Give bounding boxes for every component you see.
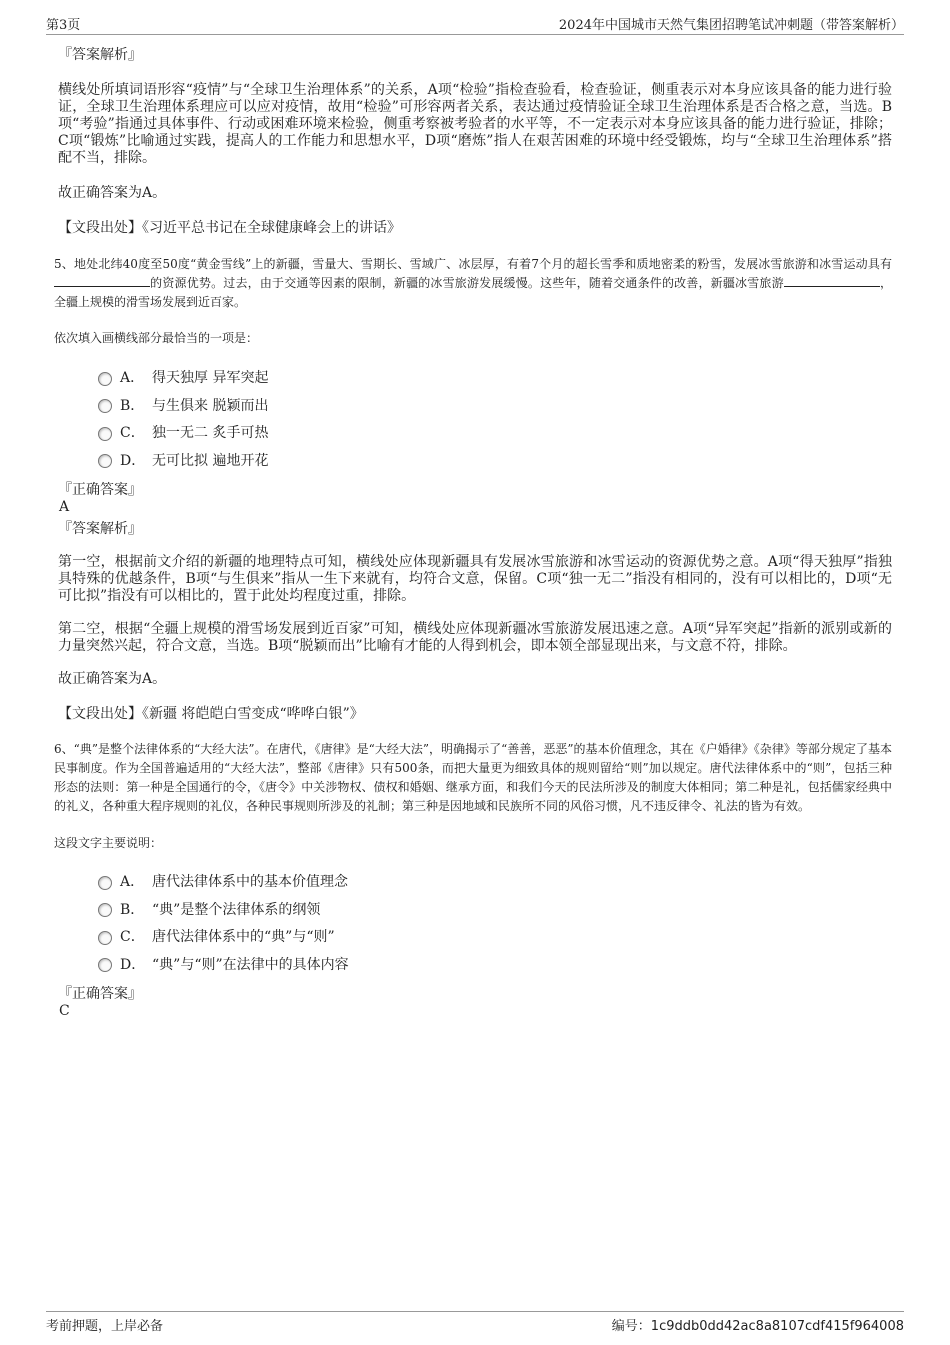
analysis-label: 『答案解析』 (58, 521, 142, 537)
q6-option-c[interactable]: C． 唐代法律体系中的“典”与“则” (98, 924, 892, 952)
radio-button-icon[interactable] (98, 903, 112, 917)
radio-button-icon[interactable] (98, 454, 112, 468)
q4-source (58, 220, 892, 237)
radio-button-icon[interactable] (98, 427, 112, 441)
source-label: 【文段出处】 (58, 220, 142, 236)
q6-options (98, 869, 892, 979)
q6-option-d[interactable]: D． “典”与“则”在法律中的具体内容 (98, 952, 892, 980)
source-text: 《新疆 将皑皑白雪变成“哗哗白银”》 (142, 706, 364, 722)
q5-option-d[interactable]: D． 无可比拟 遍地开花 (98, 448, 892, 476)
radio-button-icon[interactable] (98, 931, 112, 945)
page-footer (46, 1311, 904, 1335)
source-text: 《习近平总书记在全球健康峰会上的讲话》 (142, 220, 401, 236)
radio-button-icon[interactable] (98, 876, 112, 890)
radio-button-icon[interactable] (98, 372, 112, 386)
q5-analysis-1: 第一空，根据前文介绍的新疆的地理特点可知，横线处应体现新疆具有发展冰雪旅游和冰雪运动的资源优势之意。A项“得天独厚”指独具特殊的优越条件，B项“与生俱来”指从一生下来就有，均符合文意，保留。C项“独一无二”指没有相同的，没有可以相比的，D项“无可比拟”指没有可以相比的，置于此处均程度过重，排除。 (58, 554, 892, 604)
correct-label: 『正确答案』 (58, 482, 142, 498)
q5-answer: A (59, 499, 70, 515)
q6-answer: C (59, 1003, 70, 1019)
q5-option-a[interactable]: A． 得天独厚 异军突起 (98, 365, 892, 393)
footer-slogan: 考前押题，上岸必备 (46, 1319, 164, 1334)
fill-blank (54, 274, 150, 287)
q5-option-c[interactable]: C． 独一无二 炙手可热 (98, 420, 892, 448)
correct-label: 『正确答案』 (58, 986, 142, 1002)
fill-blank (784, 274, 880, 287)
q5-text: 5、地处北纬40度至50度“黄金雪线”上的新疆，雪量大、雪期长、雪域广、冰层厚，有着7个月的超长雪季和质地密柔的粉雪，发展冰雪旅游和冰雪运动具有的资源优势。过去，由于交通等因素的限制，新疆的冰雪旅游发展缓慢。这些年，随着交通条件的改善，新疆冰雪旅游 ，全疆上规模的滑雪场发展到近百家。 (54, 257, 892, 309)
q5-option-b[interactable]: B． 与生俱来 脱颖而出 (98, 393, 892, 421)
q5-analysis-2: 第二空，根据“全疆上规模的滑雪场发展到近百家”可知，横线处应体现新疆冰雪旅游发展迅速之意。A项“异军突起”指新的派别或新的力量突然兴起，符合文意，当选。B项“脱颖而出”比喻有才能的人得到机会，即本领全部显现出来，与文意不符，排除。 (58, 621, 892, 654)
document-title: 2024年中国城市天然气集团招聘笔试冲刺题（带答案解析） (558, 18, 904, 33)
q6-option-a[interactable]: A． 唐代法律体系中的基本价值理念 (98, 869, 892, 897)
q5-options (98, 365, 892, 475)
q4-analysis: 横线处所填词语形容“疫情”与“全球卫生治理体系”的关系，A项“检验”指检查验看，检查验证，侧重表示对本身应该具备的能力进行验证，全球卫生治理体系理应可以应对疫情，故用“检验”可形容两者关系，表达通过疫情验证全球卫生治理体系是否合格之意，当选。B项“考验”指通过具体事件、行动或困难环境来检验，侧重考察被考验者的水平等，不一定表示对本身应该具备的能力进行验证，排除；C项“锻炼”比喻通过实践，提高人的工作能力和思想水平，D项“磨炼”指人在艰苦困难的环境中经受锻炼，均与“全球卫生治理体系”搭配不当，排除。 (58, 82, 892, 166)
q5-source (58, 706, 892, 723)
page-header (46, 14, 904, 35)
q4-conclusion: 故正确答案为A。 (58, 185, 167, 201)
source-label: 【文段出处】 (58, 706, 142, 722)
page-content (54, 46, 892, 1020)
radio-button-icon[interactable] (98, 399, 112, 413)
analysis-label: 『答案解析』 (58, 47, 142, 63)
q6-text: 6、“典”是整个法律体系的“大经大法”。在唐代，《唐律》是“大经大法”，明确揭示了“善善，恶恶”的基本价值理念，其在《户婚律》《杂律》等部分规定了基本民事制度。作为全国普遍适用的“大经大法”，整部《唐律》只有500条，而把大量更为细致具体的规则留给“则”加以规定。唐代法律体系中的“则”，包括三种形态的法则：第一种是全国通行的令，《唐令》中关涉物权、债权和婚姻、继承方面，和我们今天的民法所涉及的制度大体相同；第二种是礼，包括儒家经典中的礼义，各种重大程序规则的礼仪，各种民事规则所涉及的礼制；第三种是因地域和民族所不同的风俗习惯，凡不违反律令、礼法的皆为有效。 (54, 742, 892, 813)
q5-conclusion: 故正确答案为A。 (58, 671, 167, 687)
page-number: 第3页 (46, 18, 81, 33)
q5-prompt: 依次填入画横线部分最恰当的一项是： (54, 331, 259, 345)
q6-prompt: 这段文字主要说明： (54, 836, 163, 850)
radio-button-icon[interactable] (98, 958, 112, 972)
document-code: 编号：1c9ddb0dd42ac8a8107cdf415f964008 (611, 1319, 904, 1334)
q6-option-b[interactable]: B． “典”是整个法律体系的纲领 (98, 897, 892, 925)
